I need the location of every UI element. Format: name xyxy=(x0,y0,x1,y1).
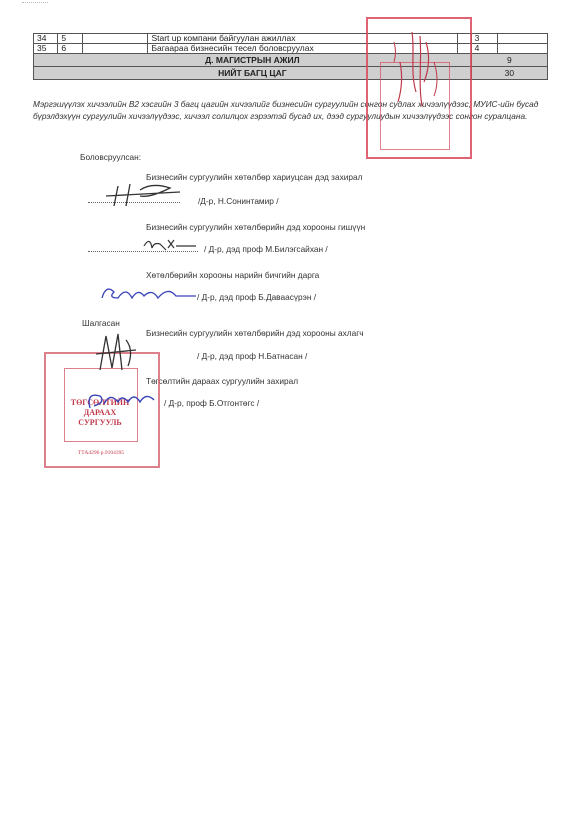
course-name: Багаараа бизнесийн тесел боловсруулах xyxy=(148,44,457,54)
signatory-title: Бизнесийн сургуулийн хөтөлбөрийн дэд хорооны ахлагч xyxy=(146,328,364,338)
summary-value: 30 xyxy=(471,67,547,80)
signatory-name: / Д-р, дэд проф М.Билэгсайхан / xyxy=(204,244,328,254)
signatory-name: / Д-р, проф Б.Отгонтөгс / xyxy=(164,398,260,408)
scan-speck xyxy=(22,2,48,7)
seal-text: СУРГУУЛЬ xyxy=(78,418,122,427)
course-name: Start up компани байгуулан ажиллах xyxy=(148,34,457,44)
signatory-name: /Д-р, Н.Сонинтамир / xyxy=(198,196,279,206)
prepared-label: Боловсруулсан: xyxy=(80,152,142,162)
signature-davaasuren xyxy=(92,282,202,306)
row-number: 34 xyxy=(34,34,58,44)
signatory-name: / Д-р, дэд проф Н.Батнасан / xyxy=(197,351,308,361)
row-subnumber: 5 xyxy=(58,34,82,44)
signature-bilegsaikhan xyxy=(140,234,200,254)
course-credit: 4 xyxy=(471,44,497,54)
signatory-title: Төгсөлтийн дараах сургуулийн захирал xyxy=(146,376,299,386)
summary-label: Д. МАГИСТРЫН АЖИЛ xyxy=(34,54,472,67)
signature-otgontugs xyxy=(84,386,166,416)
seal-text: ТӨГСӨЛТИЙН xyxy=(70,398,130,407)
seal-code: ТТА4296 р.9104395 xyxy=(77,450,125,456)
signatory-title: Бизнесийн сургуулийн хөтөлбөрийн дэд хорооны гишүүн xyxy=(146,222,366,232)
summary-label: НИЙТ БАГЦ ЦАГ xyxy=(34,67,472,80)
signatory-name: / Д-р, дэд проф Б.Даваасүрэн / xyxy=(197,292,317,302)
signatory-title: Бизнесийн сургуулийн хөтөлбөр хариуцсан дэд захирал xyxy=(146,172,363,182)
summary-value: 9 xyxy=(471,54,547,67)
elective-note: Мэргэшүүлэх хичээлийн В2 хэсгийн 3 багц цагийн хичээлийг бизнесийн сургуулийн сонгон судлах хичээлүүдээс, МУИС-ийн бусад бүрэлдэхүүн сургуулийн хичээлүүдээс, хичээл солилцох гэрээтэй бусад их, дээд сургуулиудын хичээлүүдээс сонгон суралцана. xyxy=(33,99,539,121)
signature-sonintamir xyxy=(100,180,190,210)
seal-text: ДАРААХ xyxy=(83,408,117,417)
row-subnumber: 6 xyxy=(58,44,82,54)
signatory-title: Хөтөлбөрийн хорооны нарийн бичгийн дарга xyxy=(146,270,320,280)
signature-batnasan xyxy=(92,330,148,376)
row-number: 35 xyxy=(34,44,58,54)
course-credit: 3 xyxy=(471,34,497,44)
checked-label: Шалгасан xyxy=(82,318,120,328)
stamp-handwriting xyxy=(370,22,466,152)
